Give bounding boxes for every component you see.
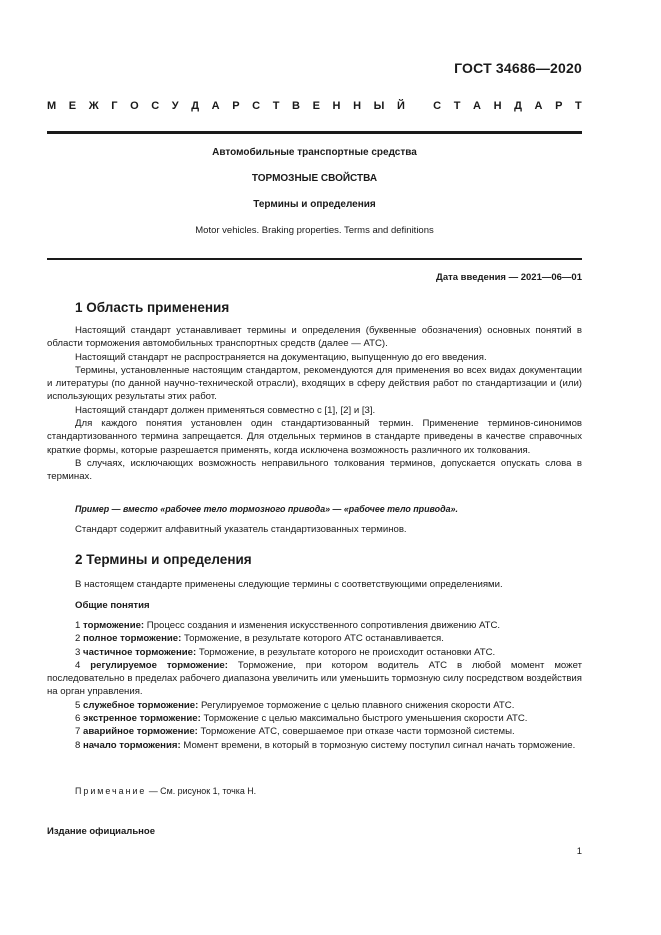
- term-name: аварийное торможение:: [83, 726, 198, 738]
- term-name: служебное торможение:: [83, 699, 199, 711]
- banner-letter: Т: [575, 100, 582, 112]
- interstate-standard-banner: [47, 100, 582, 112]
- term-entry: [47, 659, 582, 699]
- term-number: 1: [75, 620, 81, 631]
- official-edition-label: Издание официальное: [47, 826, 155, 837]
- title-sub: Термины и определения: [253, 199, 376, 210]
- banner-letter: Ж: [88, 100, 99, 112]
- term-number: 4: [75, 659, 81, 671]
- term-definition: Торможение, при котором водитель АТС в любой момент может последовательно в пределах рабочего диапазона увеличить или уменьшить тормозную силу посредством воздействия на орган управления.: [47, 659, 582, 698]
- term-number: 7: [75, 726, 81, 738]
- banner-letter: Е: [312, 100, 320, 112]
- banner-letter: Р: [232, 100, 240, 112]
- banner-letter: Д: [191, 100, 200, 112]
- title-divider: [47, 258, 582, 260]
- paragraph: В случаях, исключающих возможность неправильного толкования терминов, допускается опускать слова в терминах.: [47, 457, 582, 483]
- term-number: 2: [75, 633, 81, 645]
- banner-letter: В: [292, 100, 300, 112]
- term-definition: Момент времени, в который в тормозную систему поступил сигнал начать торможение.: [183, 739, 576, 751]
- term-definition: Торможение с целью максимально быстрого уменьшения скорости АТС.: [203, 713, 528, 725]
- header-divider: [47, 131, 582, 134]
- title-main: ТОРМОЗНЫЕ СВОЙСТВА: [251, 173, 378, 184]
- term-number: 8: [75, 739, 81, 751]
- banner-letter: Т: [453, 100, 461, 112]
- banner-letter: Д: [514, 100, 522, 112]
- term-number: 3: [75, 646, 81, 658]
- term-definition: Процесс создания и изменения искусственного сопротивления движению АТС.: [146, 620, 501, 631]
- paragraph: Термины, установленные настоящим стандартом, рекомендуются для применения во всех видах документации и литературы (по данной научно-технической отрасли), входящих в сферу действия работ по стандартизации и (или) использующих результаты этих работ.: [47, 364, 582, 403]
- banner-letter: Н: [493, 100, 502, 112]
- note-text: — См. рисунок 1, точка Н.: [148, 786, 257, 796]
- term-entry: [47, 632, 582, 645]
- term-definition: Торможение, в результате которого не происходит остановки АТС.: [198, 646, 496, 658]
- banner-letter: Т: [272, 100, 280, 112]
- paragraph: В настоящем стандарте применены следующие термины с соответствующими определениями.: [75, 579, 503, 590]
- example-text: Пример — вместо «рабочее тело тормозного привода» — «рабочее тело привода».: [75, 504, 458, 514]
- banner-letter: У: [171, 100, 179, 112]
- introduction-date: Дата введения — 2021—06—01: [436, 272, 582, 283]
- paragraph: Стандарт содержит алфавитный указатель стандартизованных терминов.: [75, 524, 407, 535]
- terms-list: [47, 619, 582, 752]
- document-page: [47, 0, 582, 935]
- term-entry: [47, 646, 582, 659]
- term-number: 6: [75, 713, 81, 725]
- section-1-closing: [47, 523, 582, 536]
- term-entry: [47, 739, 582, 752]
- term-name: торможение:: [83, 620, 145, 631]
- banner-letter: А: [473, 100, 481, 112]
- term-name: регулируемое торможение:: [90, 659, 228, 671]
- term-definition: Торможение, в результате которого АТС останавливается.: [183, 633, 444, 645]
- section-1-heading: 1 Область применения: [75, 300, 230, 315]
- title-field: Автомобильные транспортные средства: [212, 147, 417, 158]
- banner-letter: С: [151, 100, 160, 112]
- banner-letter: О: [130, 100, 139, 112]
- term-name: частичное торможение:: [83, 646, 197, 658]
- paragraph: Для каждого понятия установлен один стандартизованный термин. Применение терминов-синонимов стандартизованного термина запрещается. Для отдельных терминов в стандарте приведены в качестве справочных краткие формы, которые разрешается применять, когда исключена возможность различного их толкования.: [47, 418, 582, 456]
- term-number: 5: [75, 699, 81, 711]
- banner-letter: Г: [111, 100, 118, 112]
- banner-letter: А: [534, 100, 543, 112]
- term-definition: Регулируемое торможение с целью плавного снижения скорости АТС.: [201, 699, 515, 711]
- section-1-body: [47, 324, 582, 484]
- banner-letter: Н: [353, 100, 362, 112]
- paragraph: Настоящий стандарт устанавливает термины и определения (буквенные обозначения) основных понятий в области торможения автомобильных транспортных средств (далее — АТС).: [47, 325, 582, 350]
- page-number: 1: [576, 846, 582, 857]
- banner-letter: С: [433, 100, 442, 112]
- banner-letter: Й: [396, 100, 405, 112]
- banner-gap: [417, 100, 420, 112]
- banner-letter: С: [252, 100, 261, 112]
- term-entry: [47, 619, 582, 632]
- note-label: Примечание: [75, 786, 147, 796]
- banner-letter: Ы: [373, 100, 385, 112]
- banner-letter: Е: [68, 100, 77, 112]
- banner-letter: Р: [555, 100, 563, 112]
- term-definition: Торможение АТС, совершаемое при отказе части тормозной системы.: [200, 726, 515, 738]
- term-entry: [47, 699, 582, 712]
- standard-code: ГОСТ 34686—2020: [454, 60, 582, 76]
- term-name: начало торможения:: [83, 739, 181, 751]
- banner-letter: А: [211, 100, 220, 112]
- general-concepts-heading: Общие понятия: [75, 600, 150, 611]
- section-2-intro: [47, 578, 582, 591]
- banner-letter: Н: [332, 100, 341, 112]
- term-name: полное торможение:: [83, 633, 182, 645]
- note: [75, 786, 256, 796]
- term-name: экстренное торможение:: [83, 713, 201, 725]
- title-english: Motor vehicles. Braking properties. Terms and definitions: [195, 225, 434, 236]
- term-entry: [47, 725, 582, 738]
- term-entry: [47, 712, 582, 725]
- paragraph: Настоящий стандарт должен применяться совместно с [1], [2] и [3].: [75, 404, 376, 416]
- section-2-heading: 2 Термины и определения: [75, 552, 252, 567]
- banner-letter: М: [47, 100, 57, 112]
- paragraph: Настоящий стандарт не распространяется на документацию, выпущенную до его введения.: [75, 351, 487, 363]
